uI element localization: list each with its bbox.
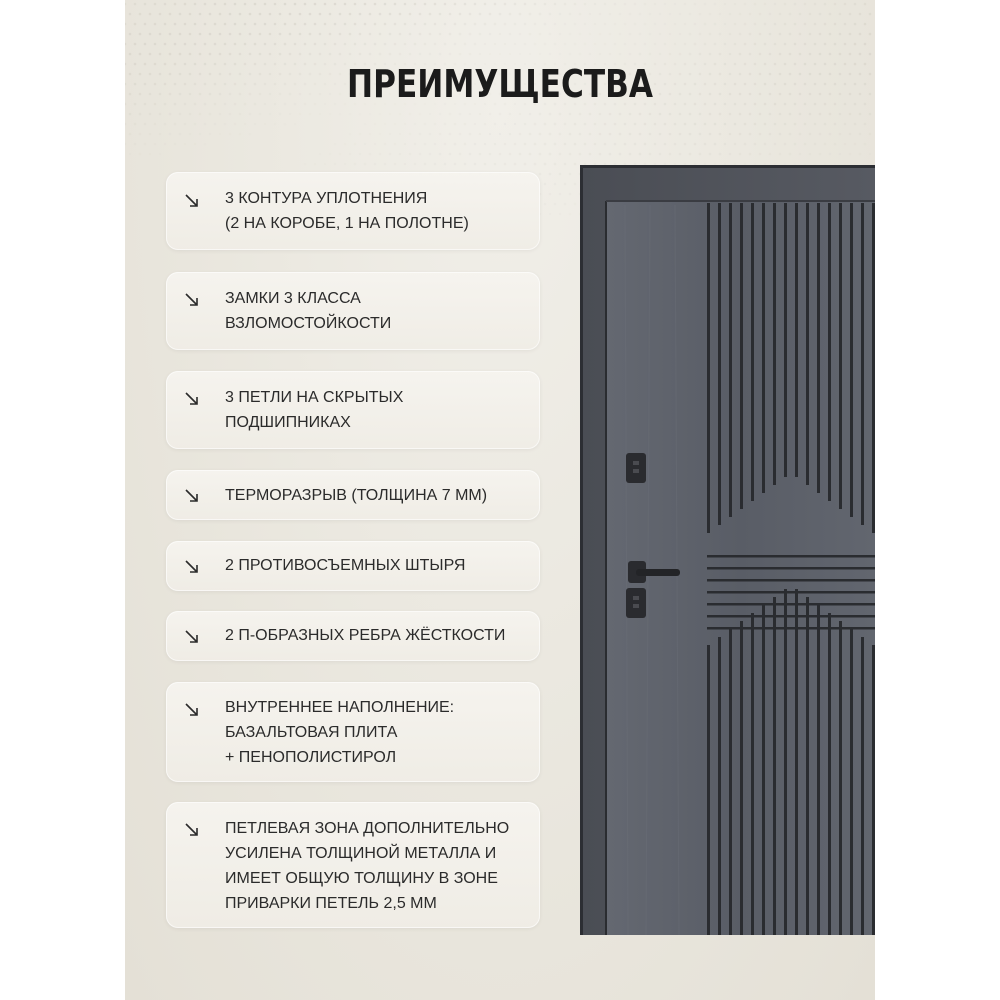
door-slat <box>729 629 732 935</box>
door-slat <box>707 627 875 630</box>
door-slat <box>828 203 831 501</box>
page-title: ПРЕИМУЩЕСТВА <box>347 62 653 106</box>
door-image <box>580 165 875 935</box>
door-slat <box>817 605 820 935</box>
advantage-text: ТЕРМОРАЗРЫВ (ТОЛЩИНА 7 ММ) <box>225 487 488 504</box>
door-slat <box>795 203 798 477</box>
advantage-text: 3 ПЕТЛИ НА СКРЫТЫХ ПОДШИПНИКАХ <box>225 389 404 431</box>
upper-lock-cylinder <box>626 453 646 483</box>
door-slat <box>707 579 875 582</box>
door-slat <box>751 203 754 501</box>
advantage-item <box>166 611 540 661</box>
door-slat <box>773 203 776 485</box>
door-slat <box>718 203 721 525</box>
door-slat <box>707 591 875 594</box>
advantage-text: ВНУТРЕННЕЕ НАПОЛНЕНИЕ: БАЗАЛЬТОВАЯ ПЛИТА + ПЕНОПОЛИСТИРОЛ <box>225 699 455 766</box>
advantage-item <box>166 470 540 520</box>
advantage-item <box>166 272 540 350</box>
door-slat <box>817 203 820 493</box>
advantage-item <box>166 371 540 449</box>
arrow-down-right-icon <box>184 488 200 504</box>
door-slat <box>707 603 875 606</box>
advantage-text: ПЕТЛЕВАЯ ЗОНА ДОПОЛНИТЕЛЬНО УСИЛЕНА ТОЛЩИНОЙ МЕТАЛЛА И ИМЕЕТ ОБЩУЮ ТОЛЩИНУ В ЗОНЕ ПРИВАРКИ ПЕТЕЛЬ 2,5 ММ <box>225 820 510 912</box>
arrow-down-right-icon <box>184 193 200 209</box>
door-slat <box>872 203 875 533</box>
door-slat <box>828 613 831 935</box>
door-slat <box>839 621 842 935</box>
arrow-down-right-icon <box>184 702 200 718</box>
door-slat <box>839 203 842 509</box>
door-slat <box>872 645 875 935</box>
door-slat <box>707 567 875 570</box>
arrow-down-right-icon <box>184 822 200 838</box>
door-slat <box>795 589 798 935</box>
door-slat <box>784 203 787 477</box>
lower-lock-cylinder <box>626 588 646 618</box>
door-handle <box>636 569 680 576</box>
door-slat <box>850 629 853 935</box>
arrow-down-right-icon <box>184 391 200 407</box>
door-slat <box>707 203 710 533</box>
advantage-text: ЗАМКИ 3 КЛАССА ВЗЛОМОСТОЙКОСТИ <box>225 290 392 332</box>
door-slat <box>850 203 853 517</box>
door-slat <box>861 203 864 525</box>
door-slat <box>762 605 765 935</box>
door-slat <box>751 613 754 935</box>
door-slat <box>762 203 765 493</box>
door-slat <box>861 637 864 935</box>
advantage-text: 2 П-ОБРАЗНЫХ РЕБРА ЖЁСТКОСТИ <box>225 627 506 644</box>
door-slat <box>729 203 732 517</box>
door-slat <box>718 637 721 935</box>
door-slat <box>707 645 710 935</box>
door-slat <box>806 203 809 485</box>
door-slat <box>740 203 743 509</box>
advantages-card <box>125 0 875 1000</box>
door-slat <box>806 597 809 935</box>
door-slat <box>784 589 787 935</box>
door-slat <box>773 597 776 935</box>
advantage-text: 2 ПРОТИВОСЪЕМНЫХ ШТЫРЯ <box>225 557 466 574</box>
arrow-down-right-icon <box>184 629 200 645</box>
advantage-item <box>166 541 540 591</box>
door-slat <box>707 555 875 558</box>
advantage-item <box>166 172 540 250</box>
arrow-down-right-icon <box>184 292 200 308</box>
advantage-text: 3 КОНТУРА УПЛОТНЕНИЯ (2 НА КОРОБЕ, 1 НА ПОЛОТНЕ) <box>225 190 469 232</box>
advantage-item <box>166 802 540 928</box>
advantage-item <box>166 682 540 782</box>
door-slat <box>740 621 743 935</box>
arrow-down-right-icon <box>184 559 200 575</box>
door-slat <box>707 615 875 618</box>
